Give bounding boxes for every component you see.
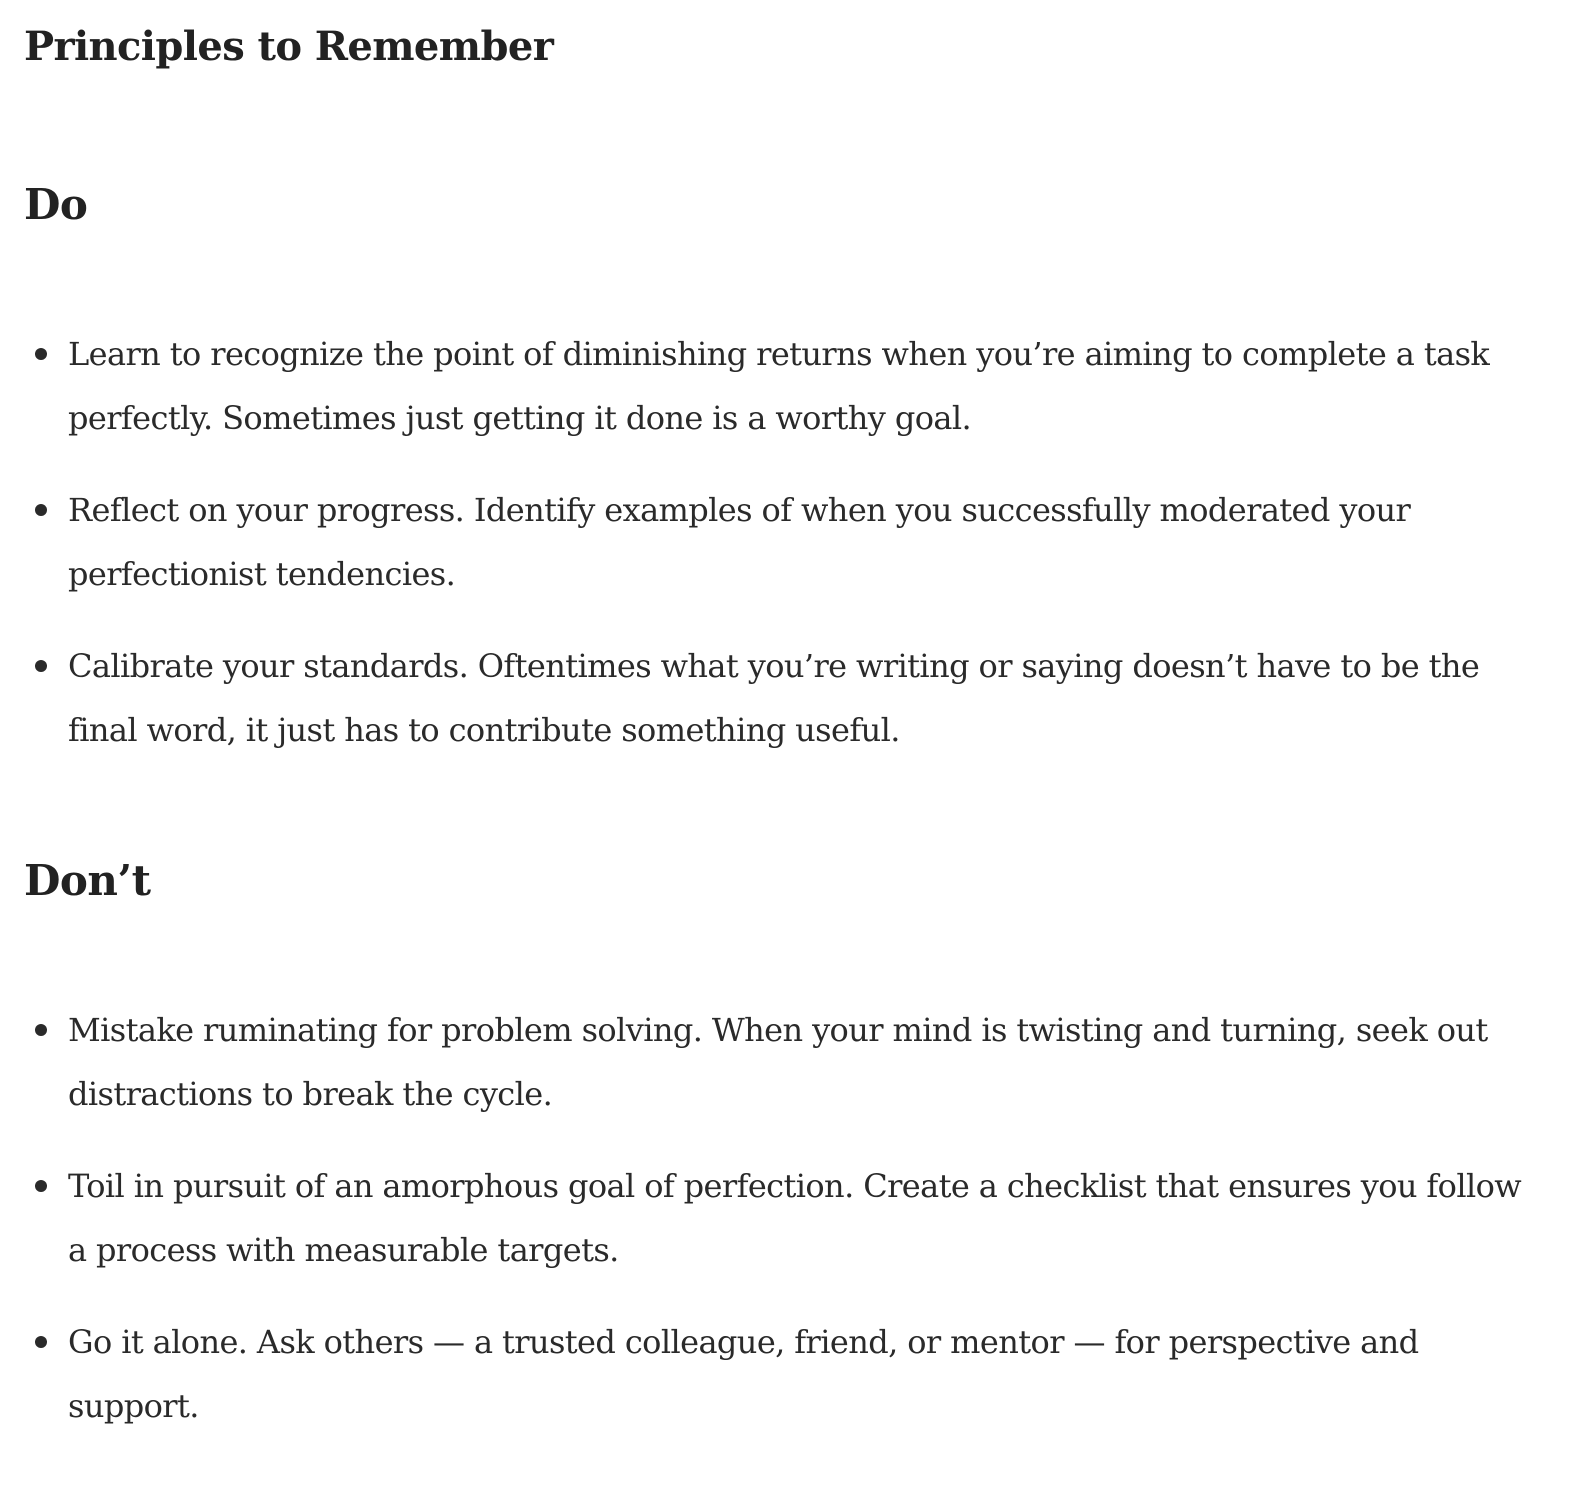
list-item (0, 322, 1580, 450)
section-heading-dont: Don’t (24, 856, 151, 905)
dont-list (0, 998, 1580, 1466)
list-item (0, 998, 1580, 1126)
list-item-text: Mistake ruminating for problem solving. When your mind is twisting and turning, seek out distractions to break the cycle. (68, 1011, 1488, 1113)
section-heading-do: Do (24, 180, 88, 229)
list-item (0, 478, 1580, 606)
page-title: Principles to Remember (24, 23, 554, 70)
do-list (0, 322, 1580, 790)
list-item (0, 1310, 1580, 1438)
bullet-icon (35, 1024, 47, 1036)
list-item (0, 634, 1580, 762)
bullet-icon (35, 1180, 47, 1192)
list-item-text: Toil in pursuit of an amorphous goal of perfection. Create a checklist that ensures you follow a process with measurable targets. (68, 1167, 1522, 1269)
list-item-text: Calibrate your standards. Oftentimes what you’re writing or saying doesn’t have to be the final word, it just has to contribute something useful. (68, 647, 1480, 749)
list-item-text: Go it alone. Ask others — a trusted colleague, friend, or mentor — for perspective and support. (68, 1323, 1419, 1425)
list-item-text: Reflect on your progress. Identify examples of when you successfully moderated your perfectionist tendencies. (68, 491, 1411, 593)
list-item-text: Learn to recognize the point of diminishing returns when you’re aiming to complete a task perfectly. Sometimes just getting it done is a worthy goal. (68, 335, 1490, 437)
bullet-icon (35, 348, 47, 360)
list-item (0, 1154, 1580, 1282)
bullet-icon (35, 660, 47, 672)
bullet-icon (35, 504, 47, 516)
bullet-icon (35, 1336, 47, 1348)
